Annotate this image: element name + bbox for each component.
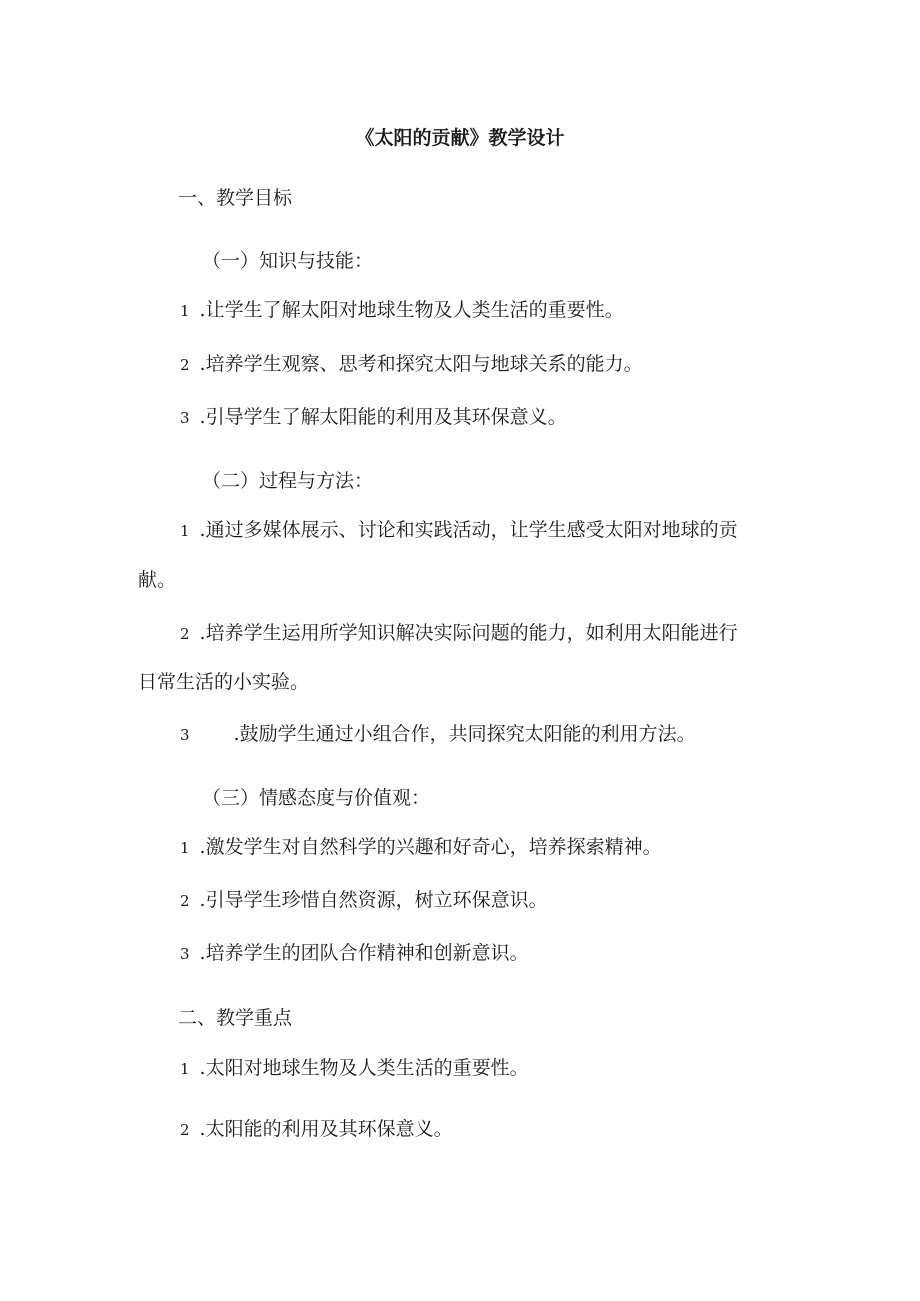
- item-number: 1: [180, 839, 190, 857]
- item-text: .培养学生的团队合作精神和创新意识。: [199, 942, 529, 964]
- list-item: [180, 1117, 453, 1142]
- document-title: 《太阳的贡献》教学设计: [355, 127, 565, 149]
- item-text: .引导学生了解太阳能的利用及其环保意义。: [199, 406, 567, 428]
- section-heading-key-points: 二、教学重点: [178, 1007, 293, 1029]
- item-continuation: 献。: [138, 569, 177, 591]
- item-number: 3: [180, 726, 190, 744]
- list-item: [180, 888, 548, 913]
- item-number: 2: [180, 625, 190, 643]
- item-text: .激发学生对自然科学的兴趣和好奇心，培养探索精神。: [199, 836, 662, 858]
- list-item: [180, 298, 624, 323]
- item-number: 1: [180, 302, 190, 320]
- item-number: 1: [180, 1060, 190, 1078]
- list-item: [180, 352, 643, 377]
- list-item: [180, 1056, 529, 1081]
- subsection-heading-knowledge: （一）知识与技能：: [202, 250, 374, 272]
- item-text: .鼓励学生通过小组合作，共同探究太阳能的利用方法。: [233, 723, 696, 745]
- list-item: [180, 518, 738, 543]
- item-continuation: 日常生活的小实验。: [138, 671, 310, 693]
- list-item: [180, 941, 529, 966]
- item-text: .太阳能的利用及其环保意义。: [199, 1118, 453, 1140]
- list-item: [180, 835, 662, 860]
- item-text: .培养学生观察、思考和探究太阳与地球关系的能力。: [199, 353, 643, 375]
- item-number: 2: [180, 892, 190, 910]
- item-text: .引导学生珍惜自然资源，树立环保意识。: [199, 889, 548, 911]
- item-text: .培养学生运用所学知识解决实际问题的能力，如利用太阳能进行: [199, 622, 738, 644]
- item-number: 1: [180, 522, 190, 540]
- item-text: .太阳对地球生物及人类生活的重要性。: [199, 1057, 529, 1079]
- section-heading-objectives: 一、教学目标: [178, 187, 293, 209]
- item-number: 3: [180, 409, 190, 427]
- item-text: .让学生了解太阳对地球生物及人类生活的重要性。: [199, 299, 624, 321]
- item-number: 2: [180, 1121, 190, 1139]
- item-number: 2: [180, 356, 190, 374]
- subsection-heading-process: （二）过程与方法：: [202, 470, 374, 492]
- list-item: [180, 405, 567, 430]
- item-number: 3: [180, 945, 190, 963]
- list-item: [180, 621, 738, 646]
- item-text: .通过多媒体展示、讨论和实践活动，让学生感受太阳对地球的贡: [199, 519, 738, 541]
- list-item: [180, 722, 696, 747]
- subsection-heading-values: （三）情感态度与价值观：: [202, 787, 431, 809]
